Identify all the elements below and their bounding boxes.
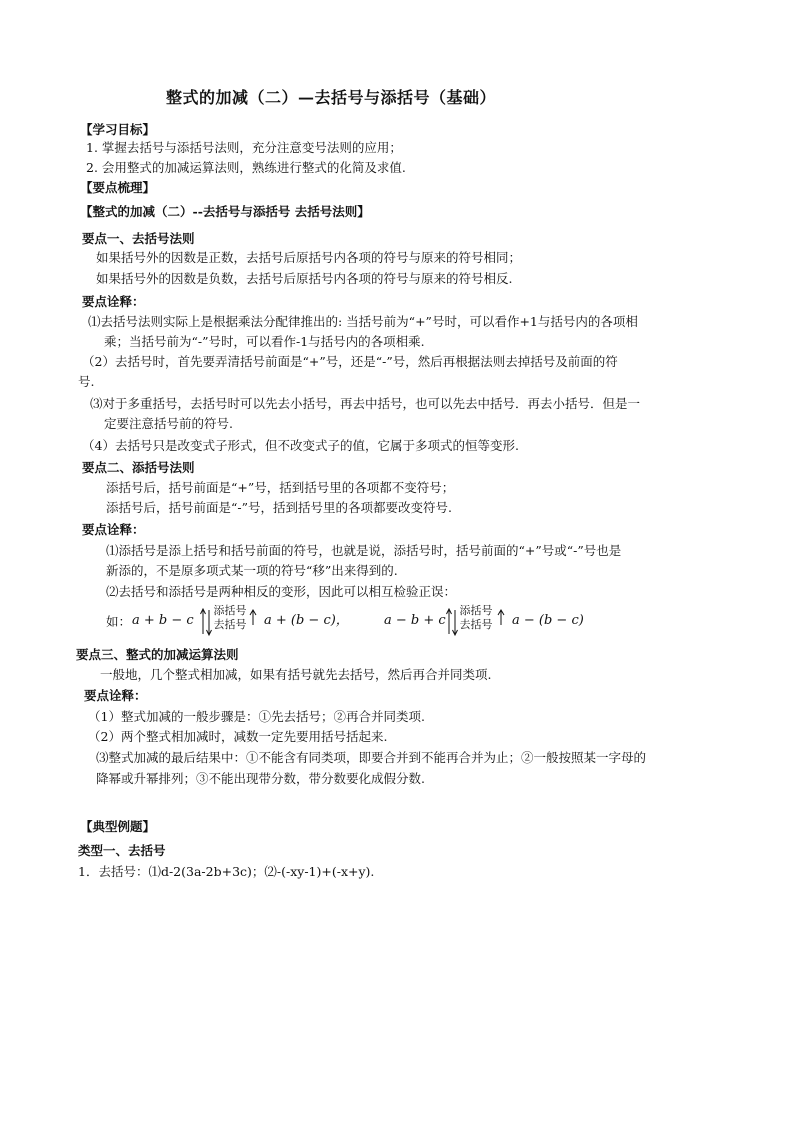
calc-note-3-line-2: 降幂或升幂排列；③不能出现带分数，带分数要化成假分数. <box>96 771 425 786</box>
op-remove-bracket: 去括号 <box>213 618 247 631</box>
point-2-title: 要点二、添括号法则 <box>82 460 195 475</box>
formula-right-1: a + (b − c)， <box>264 613 349 628</box>
formula-prefix: 如： <box>106 614 132 629</box>
add-note-1-line-2: 新添的，不是原多项式某一项的符号“移”出来得到的. <box>106 563 398 578</box>
note-2-line-1: （2）去括号时，首先要弄清括号前面是“+”号，还是“-”号，然后再根据法则去掉括号及前面的符 <box>82 354 618 369</box>
up-arrow-icon <box>248 607 260 637</box>
review-header: 【要点梳理】 <box>80 180 156 195</box>
examples-header: 【典型例题】 <box>80 819 156 834</box>
note-title-1: 要点诠释： <box>82 294 145 309</box>
formula-ops-2 <box>454 604 498 632</box>
calc-note-2: （2）两个整式相加减时，减数一定先要用括号括起来. <box>88 729 388 744</box>
add-note-1-line-1: ⑴添括号是添上括号和括号前面的符号，也就是说，添括号时，括号前面的“+”号或“-”号也是 <box>106 543 622 558</box>
op-remove-bracket-2: 去括号 <box>459 618 493 631</box>
point-1-line-1: 如果括号外的因数是正数，去括号后原括号内各项的符号与原来的符号相同； <box>96 250 522 265</box>
goals-header: 【学习目标】 <box>80 122 156 137</box>
formula-left-1: a + b − c <box>132 613 194 628</box>
point-2-line-1: 添括号后，括号前面是“+”号，括到括号里的各项都不变符号； <box>106 480 455 495</box>
formula-right-2: a − (b − c) <box>512 613 584 628</box>
up-arrow-icon-2 <box>496 607 508 637</box>
note-2-line-2: 号. <box>78 374 95 389</box>
note-3-line-1: ⑶对于多重括号，去括号时可以先去小括号，再去中括号，也可以先去中括号．再去小括号．但是一 <box>90 396 641 411</box>
calc-note-1: （1）整式加减的一般步骤是：①先去括号；②再合并同类项. <box>88 709 425 724</box>
calc-note-3-line-1: ⑶整式加减的最后结果中：①不能含有同类项，即要合并到不能再合并为止；②一般按照某一字母的 <box>96 750 647 765</box>
type-1-title: 类型一、去括号 <box>78 843 166 858</box>
review-subtitle: 【整式的加减（二）--去括号与添括号 去括号法则】 <box>80 204 370 219</box>
goal-item-1: 1. 掌握去括号与添括号法则，充分注意变号法则的应用； <box>86 140 402 155</box>
note-3-line-2: 定要注意括号前的符号. <box>104 416 233 431</box>
point-3-title: 要点三、整式的加减运算法则 <box>76 647 239 662</box>
point-3-line-1: 一般地，几个整式相加减，如果有括号就先去括号，然后再合并同类项. <box>100 667 492 682</box>
point-2-line-2: 添括号后，括号前面是“-”号，括到括号里的各项都要改变符号. <box>106 500 452 515</box>
formula-left-2: a − b + c <box>384 613 446 628</box>
question-1: 1．去括号：⑴d-2(3a-2b+3c)；⑵-(-xy-1)+(-x+y). <box>78 864 375 879</box>
op-add-bracket-2: 添括号 <box>459 604 493 617</box>
note-1-line-1: ⑴去括号法则实际上是根据乘法分配律推出的: 当括号前为“+”号时，可以看作+1与括号内的各项相 <box>88 314 638 329</box>
point-1-title: 要点一、去括号法则 <box>82 231 195 246</box>
formula-ops-1 <box>208 604 252 632</box>
note-title-2: 要点诠释： <box>82 522 145 537</box>
point-1-line-2: 如果括号外的因数是负数，去括号后原括号内各项的符号与原来的符号相反. <box>96 271 513 286</box>
note-1-line-2: 乘；当括号前为“-”号时，可以看作-1与括号内的各项相乘. <box>104 334 425 349</box>
add-note-2-line-1: ⑵去括号和添括号是两种相反的变形，因此可以相互检验正误： <box>106 584 457 599</box>
note-title-3: 要点诠释： <box>84 688 147 703</box>
note-4-line-1: （4）去括号只是改变式子形式，但不改变式子的值，它属于多项式的恒等变形. <box>82 438 519 453</box>
op-add-bracket: 添括号 <box>213 604 247 617</box>
formula-example <box>106 602 706 642</box>
goal-item-2: 2. 会用整式的加减运算法则，熟练进行整式的化简及求值. <box>86 160 406 175</box>
page-title: 整式的加减（二）—去括号与添括号（基础） <box>166 88 497 107</box>
